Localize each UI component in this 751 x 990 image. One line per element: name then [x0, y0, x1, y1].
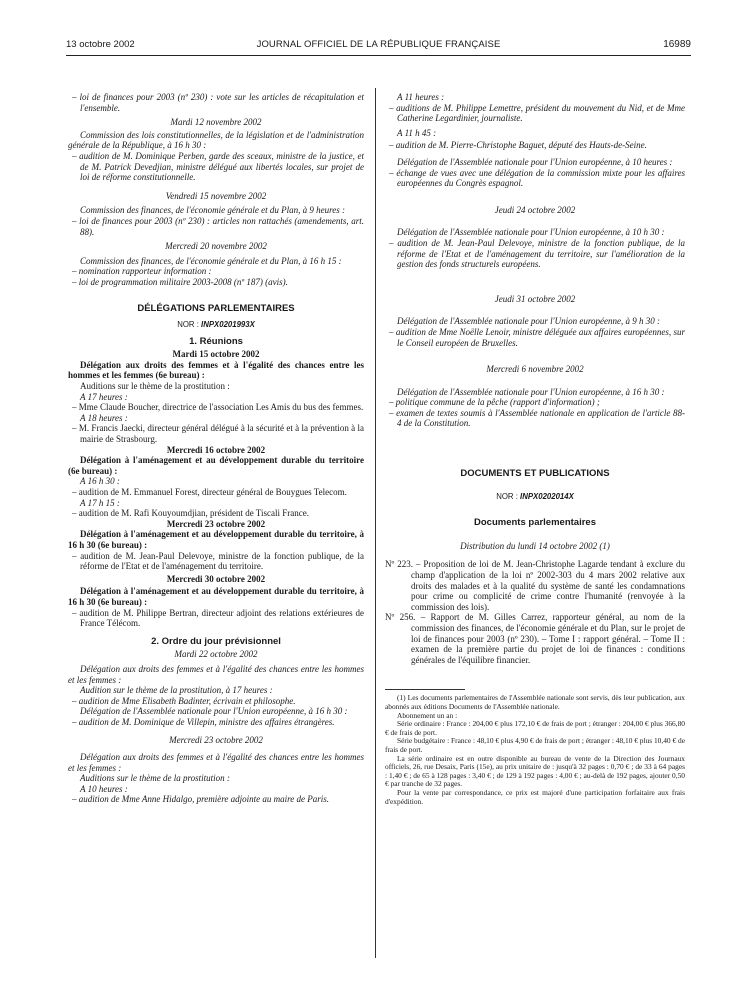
column-divider — [375, 88, 376, 958]
date-heading: Jeudi 31 octobre 2002 — [494, 293, 576, 304]
agenda-item: – M. Francis Jaecki, directeur général délégué à la sécurité et à la prévention à la mairie de Strasbourg. — [72, 423, 364, 445]
header-date: 13 octobre 2002 — [66, 39, 135, 50]
delegation-line: Délégation de l'Assemblée nationale pour l'Union européenne, à 10 h 30 : — [397, 227, 665, 238]
date-heading: Jeudi 24 octobre 2002 — [494, 204, 576, 215]
footnote-text: La série ordinaire est en outre disponible au bureau de vente de la Direction des Journaux officiels, 26, rue Desaix, Paris (15e), au prix unitaire de : jusqu'à 32 pages : 0,70 € ; de 33 à 64 pages : 1,40 € ; de 65 à 128 pages : 3,40 € ; de 129 à 192 pages : 4,00 € ; au-delà de 192 pages, ajouter 0,50 € par tranche de 32 pages. — [385, 753, 685, 789]
header-journal-title: JOURNAL OFFICIEL DE LA RÉPUBLIQUE FRANÇAISE — [256, 39, 501, 50]
time-line: A 16 h 30 : — [80, 476, 120, 487]
section-heading: DÉLÉGATIONS PARLEMENTAIRES — [137, 302, 295, 314]
date-heading: Mercredi 20 novembre 2002 — [165, 241, 267, 252]
document-entry: Nº 223. – Proposition de loi de M. Jean-Christophe Lagarde tendant à exclure du champ d'application de la loi nº 2002-303 du 4 mars 2002 relative aux droits des malades et à la qualité du système de santé les condamnations pour crime ou complicité de crime contre l'humanité (renvoyée à la commission des lois). — [385, 559, 685, 612]
agenda-item: – loi de finances pour 2003 (nº 230) : articles non rattachés (amendements, art. 88). — [72, 215, 364, 237]
delegation-line: Délégation de l'Assemblée nationale pour l'Union européenne, à 10 heures : — [397, 156, 673, 167]
subsection-heading: Documents parlementaires — [474, 517, 596, 529]
footnote-rule — [385, 689, 465, 690]
date-heading: Mercredi 30 octobre 2002 — [166, 573, 266, 584]
delegation-line: Délégation aux droits des femmes et à l'égalité des chances entre les hommes et les femmes : — [68, 663, 364, 685]
page-header — [66, 39, 691, 53]
agenda-item: – loi de programmation militaire 2003-2008 (nº 187) (avis). — [72, 276, 288, 287]
agenda-item: – auditions de M. Philippe Lemettre, président du mouvement du Nid, et de Mme Catherine Legardinier, journaliste. — [389, 102, 685, 124]
agenda-item: – audition de M. Dominique Perben, garde des sceaux, ministre de la justice, et de M. Patrick Devedjian, ministre délégué aux libertés locales, sur projet de loi de réforme constitutionnelle. — [72, 150, 364, 183]
text-line: Auditions sur le thème de la prostitution : — [80, 381, 230, 392]
date-heading: Mercredi 16 octobre 2002 — [166, 444, 266, 455]
agenda-item: – échange de vues avec une délégation de la commission mixte pour les affaires européennes du Congrès espagnol. — [389, 167, 685, 189]
agenda-item: – audition de M. Jean-Paul Delevoye, ministre de la fonction publique, de la réforme de l'Etat et de l'aménagement du territoire. — [72, 550, 364, 572]
date-heading: Mercredi 23 octobre 2002 — [169, 735, 263, 746]
footnote-text: (1) Les documents parlementaires de l'Assemblée nationale sont servis, dès leur publication, aux abonnés aux éditions Documents de l'Assemblée nationale. — [385, 693, 685, 711]
right-column — [385, 92, 685, 806]
footnote-block — [385, 694, 685, 806]
time-line: A 10 heures : — [80, 783, 128, 794]
footnote-text: Abonnement un an : — [397, 710, 458, 720]
committee-line: Commission des finances, de l'économie générale et du Plan, à 16 h 15 : — [80, 255, 342, 266]
footnote-text: Pour la vente par correspondance, ce prix est majoré d'une participation forfaitaire aux frais d'expédition. — [385, 787, 685, 806]
left-column — [68, 92, 364, 805]
date-heading: Mercredi 23 octobre 2002 — [166, 518, 266, 529]
header-page-number: 16989 — [663, 39, 691, 50]
committee-line: Commission des finances, de l'économie générale et du Plan, à 9 heures : — [80, 205, 346, 216]
text-line: Auditions sur le thème de la prostitution : — [80, 773, 230, 784]
time-line: A 17 heures : — [80, 391, 128, 402]
date-heading: Mardi 15 octobre 2002 — [172, 349, 260, 360]
distribution-line: Distribution du lundi 14 octobre 2002 (1) — [460, 540, 610, 551]
agenda-item: – nomination rapporteur information : — [72, 266, 212, 277]
delegation-line: Délégation à l'aménagement et au développement durable du territoire, à 16 h 30 (6e bureau) : — [68, 529, 364, 550]
time-line: A 18 heures : — [80, 412, 128, 423]
agenda-item: – politique commune de la pêche (rapport d'information) ; — [389, 397, 600, 408]
agenda-item: – audition de Mme Anne Hidalgo, première adjointe au maire de Paris. — [72, 794, 330, 805]
delegation-line: Délégation de l'Assemblée nationale pour l'Union européenne, à 16 h 30 : — [397, 386, 665, 397]
time-line: A 17 h 15 : — [80, 497, 120, 508]
delegation-line: Délégation de l'Assemblée nationale pour l'Union européenne, à 16 h 30 : — [80, 706, 348, 717]
footnote-text: Série budgétaire : France : 48,10 € plus 4,90 € de frais de port ; étranger : 48,10 € plus 10,40 € de frais de port. — [385, 736, 685, 754]
agenda-item: – loi de finances pour 2003 (nº 230) : vote sur les articles de récapitulation et l'ensemble. — [72, 92, 364, 113]
agenda-item: – audition de M. Pierre-Christophe Baguet, député des Hauts-de-Seine. — [389, 140, 647, 151]
agenda-item: – audition de Mme Noëlle Lenoir, ministre déléguée aux affaires européennes, sur le Conseil européen de Bruxelles. — [389, 326, 685, 348]
subsection-heading: 2. Ordre du jour prévisionnel — [151, 635, 281, 647]
header-rule — [66, 55, 691, 56]
delegation-line: Délégation de l'Assemblée nationale pour l'Union européenne, à 9 h 30 : — [397, 316, 660, 327]
date-heading: Mercredi 6 novembre 2002 — [486, 364, 584, 375]
committee-line: Commission des lois constitutionnelles, de la législation et de l'administration générale de la République, à 16 h 30 : — [68, 129, 364, 151]
time-line: A 11 heures : — [397, 92, 445, 102]
footnote-text: Série ordinaire : France : 204,00 € plus 172,10 € de frais de port ; étranger : 204,00 € plus 366,80 € de frais de port. — [385, 719, 685, 737]
delegation-line: Délégation aux droits des femmes et à l'égalité des chances entre les hommes et les femmes (6e bureau) : — [68, 359, 364, 381]
agenda-item: – Mme Claude Boucher, directrice de l'association Les Amis du bus des femmes. — [72, 402, 364, 413]
delegation-line: Délégation à l'aménagement et au développement durable du territoire, à 16 h 30 (6e bureau) : — [68, 586, 364, 607]
date-heading: Vendredi 15 novembre 2002 — [165, 190, 267, 201]
agenda-item: – examen de textes soumis à l'Assemblée nationale en application de l'article 88-4 de la Constitution. — [389, 407, 685, 429]
agenda-item: – audition de M. Jean-Paul Delevoye, ministre de la fonction publique, de la réforme de l'Etat et de l'aménagement du territoire, sur l'amélioration de la gestion des fonds structurels européens. — [389, 237, 685, 270]
nor-reference: NOR : INPX0202014X — [496, 491, 574, 501]
date-heading: Mardi 12 novembre 2002 — [170, 117, 262, 128]
delegation-line: Délégation à l'aménagement et au développement durable du territoire (6e bureau) : — [68, 455, 364, 476]
text-line: Audition sur le thème de la prostitution, à 17 heures : — [80, 685, 273, 696]
section-heading: DOCUMENTS ET PUBLICATIONS — [460, 468, 610, 480]
time-line: A 11 h 45 : — [397, 127, 437, 138]
agenda-item: – audition de M. Rafi Kouyoumdjian, président de Tiscali France. — [72, 508, 309, 519]
agenda-item: – audition de M. Philippe Bertran, directeur adjoint des relations extérieures de France Télécom. — [72, 607, 364, 629]
subsection-heading: 1. Réunions — [189, 335, 243, 347]
agenda-item: – audition de Mme Elisabeth Badinter, écrivain et philosophe. — [72, 695, 296, 706]
agenda-item: – audition de M. Emmanuel Forest, directeur général de Bouygues Telecom. — [72, 487, 347, 497]
document-entry: Nº 256. – Rapport de M. Gilles Carrez, rapporteur général, au nom de la commission des finances, de l'économie générale et du Plan, sur le projet de loi de finances pour 2003 (nº 230). – Tome I : rapport général. – Tome II : examen de la première partie du projet de loi de finances : conditions générales de l'équilibre financier. — [385, 612, 685, 665]
nor-reference: NOR : INPX0201993X — [177, 320, 255, 330]
agenda-item: – audition de M. Dominique de Villepin, ministre des affaires étrangères. — [72, 716, 335, 727]
delegation-line: Délégation aux droits des femmes et à l'égalité des chances entre les hommes et les femmes : — [68, 752, 364, 773]
date-heading: Mardi 22 octobre 2002 — [174, 649, 258, 660]
